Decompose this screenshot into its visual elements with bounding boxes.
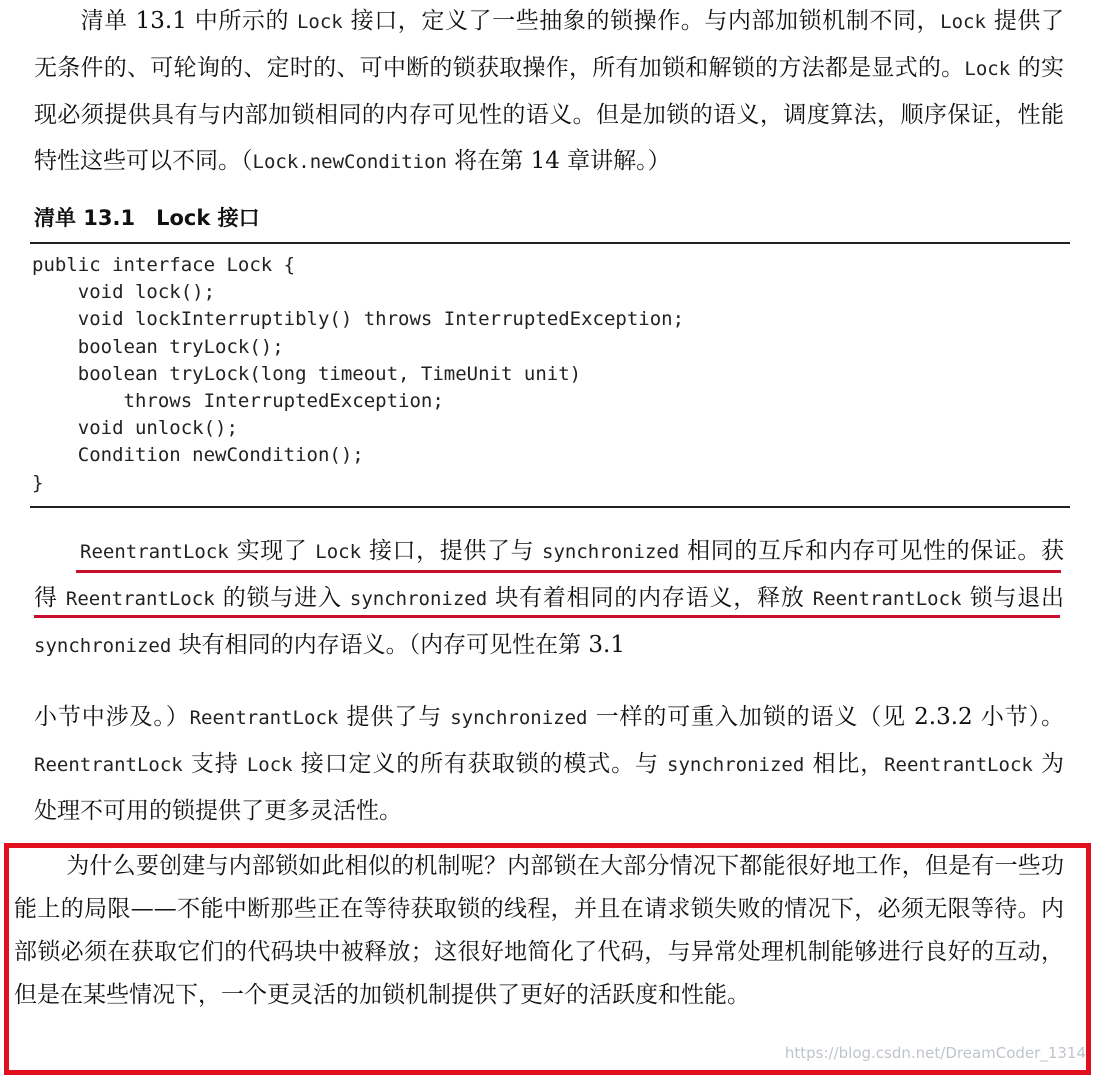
- inline-code: ReentrantLock: [80, 541, 229, 563]
- code-line: public interface Lock {: [32, 254, 296, 276]
- paragraph-why-new-mechanism: [14, 845, 1064, 1017]
- inline-code: Lock: [246, 754, 293, 776]
- inline-code: Lock: [315, 541, 362, 563]
- text-run: 接口定义的所有获取锁的模式。与: [292, 751, 668, 777]
- inline-code: ReentrantLock: [884, 754, 1033, 776]
- text-run: 将在第 14 章讲解。）: [446, 148, 671, 174]
- paragraph-lock-interface-intro: [34, 0, 1064, 185]
- para3-content: [34, 704, 1064, 824]
- text-run: 提供了与: [338, 704, 451, 730]
- text-run: 相同的互斥和内存可见性的保证。获得: [34, 538, 1065, 611]
- red-underline-2: [34, 615, 1060, 618]
- inline-code: ReentrantLock: [65, 588, 215, 610]
- text-run: 接口，定义了一些抽象的锁操作。与内部加锁机制不同，: [342, 8, 941, 34]
- inline-code: synchronized: [542, 541, 680, 563]
- inline-code: synchronized: [34, 635, 172, 657]
- text-run: 的锁与进入: [214, 585, 350, 611]
- text-run: 锁与退出: [961, 585, 1065, 611]
- para4-content: [14, 853, 1064, 1008]
- text-run: 块有着相同的内存语义，释放: [487, 585, 813, 611]
- code-line: boolean tryLock(long timeout, TimeUnit unit): [32, 362, 582, 385]
- inline-code: Lock: [964, 58, 1011, 80]
- text-run: 相比，: [804, 751, 885, 777]
- text-run: 为处理不可用的锁提供了更多灵活性。: [34, 751, 1065, 824]
- inline-code: ReentrantLock: [189, 707, 339, 729]
- listing-bottom-rule: [30, 506, 1070, 508]
- inline-code: synchronized: [349, 588, 488, 610]
- paragraph-reentrant-locking: [34, 694, 1064, 834]
- inline-code: synchronized: [667, 754, 805, 776]
- code-line: void unlock();: [32, 417, 238, 440]
- text-run: 块有相同的内存语义。（内存可见性在第 3.1: [171, 632, 625, 658]
- para1-content: [34, 8, 1064, 174]
- text-run: 接口，提供了与: [361, 538, 542, 564]
- watermark: https://blog.csdn.net/DreamCoder_1314: [784, 1044, 1086, 1062]
- listing-title: 清单 13.1 Lock 接口: [34, 206, 260, 230]
- code-line: boolean tryLock();: [32, 335, 284, 358]
- para2-content: [34, 538, 1064, 658]
- code-listing: [32, 252, 684, 497]
- inline-code: ReentrantLock: [812, 588, 962, 610]
- listing-top-rule: [30, 242, 1070, 244]
- text-run: 小节中涉及。）: [34, 704, 190, 730]
- code-line: void lockInterruptibly() throws InterruptedException;: [32, 308, 685, 331]
- text-run: 清单 13.1 中所示的: [80, 8, 297, 34]
- inline-code: ReentrantLock: [34, 754, 183, 776]
- code-line: Condition newCondition();: [32, 444, 364, 467]
- text-run: 一样的可重入加锁的语义（见 2.3.2 小节）。: [587, 704, 1064, 730]
- text-run: 为什么要创建与内部锁如此相似的机制呢？内部锁在大部分情况下都能很好地工作，但是有一些功能上的局限——不能中断那些正在等待获取锁的线程，并且在请求锁失败的情况下，必须无限等待。内部锁必须在获取它们的代码块中被释放；这很好地简化了代码，与异常处理机制能够进行良好的互动，但是在某些情况下，一个更灵活的加锁机制提供了更好的活跃度和性能。: [14, 853, 1064, 1008]
- paragraph-reentrantlock-semantics: [34, 528, 1064, 669]
- inline-code: Lock: [296, 11, 343, 33]
- text-run: 的实现必须提供具有与内部加锁相同的内存可见性的语义。但是加锁的语义，调度算法，顺序保证，性能特性这些可以不同。（: [34, 55, 1065, 174]
- code-line: }: [32, 471, 44, 494]
- inline-code: synchronized: [450, 707, 588, 729]
- text-run: 实现了: [228, 538, 316, 564]
- inline-code: Lock.newCondition: [252, 151, 447, 173]
- text-run: 提供了无条件的、可轮询的、定时的、可中断的锁获取操作，所有加锁和解锁的方法都是显式的。: [34, 8, 1064, 81]
- code-line: throws InterruptedException;: [32, 390, 444, 413]
- inline-code: Lock: [940, 11, 986, 33]
- text-run: 支持: [182, 751, 247, 777]
- code-line: void lock();: [32, 281, 216, 304]
- red-underline-1: [76, 570, 1061, 573]
